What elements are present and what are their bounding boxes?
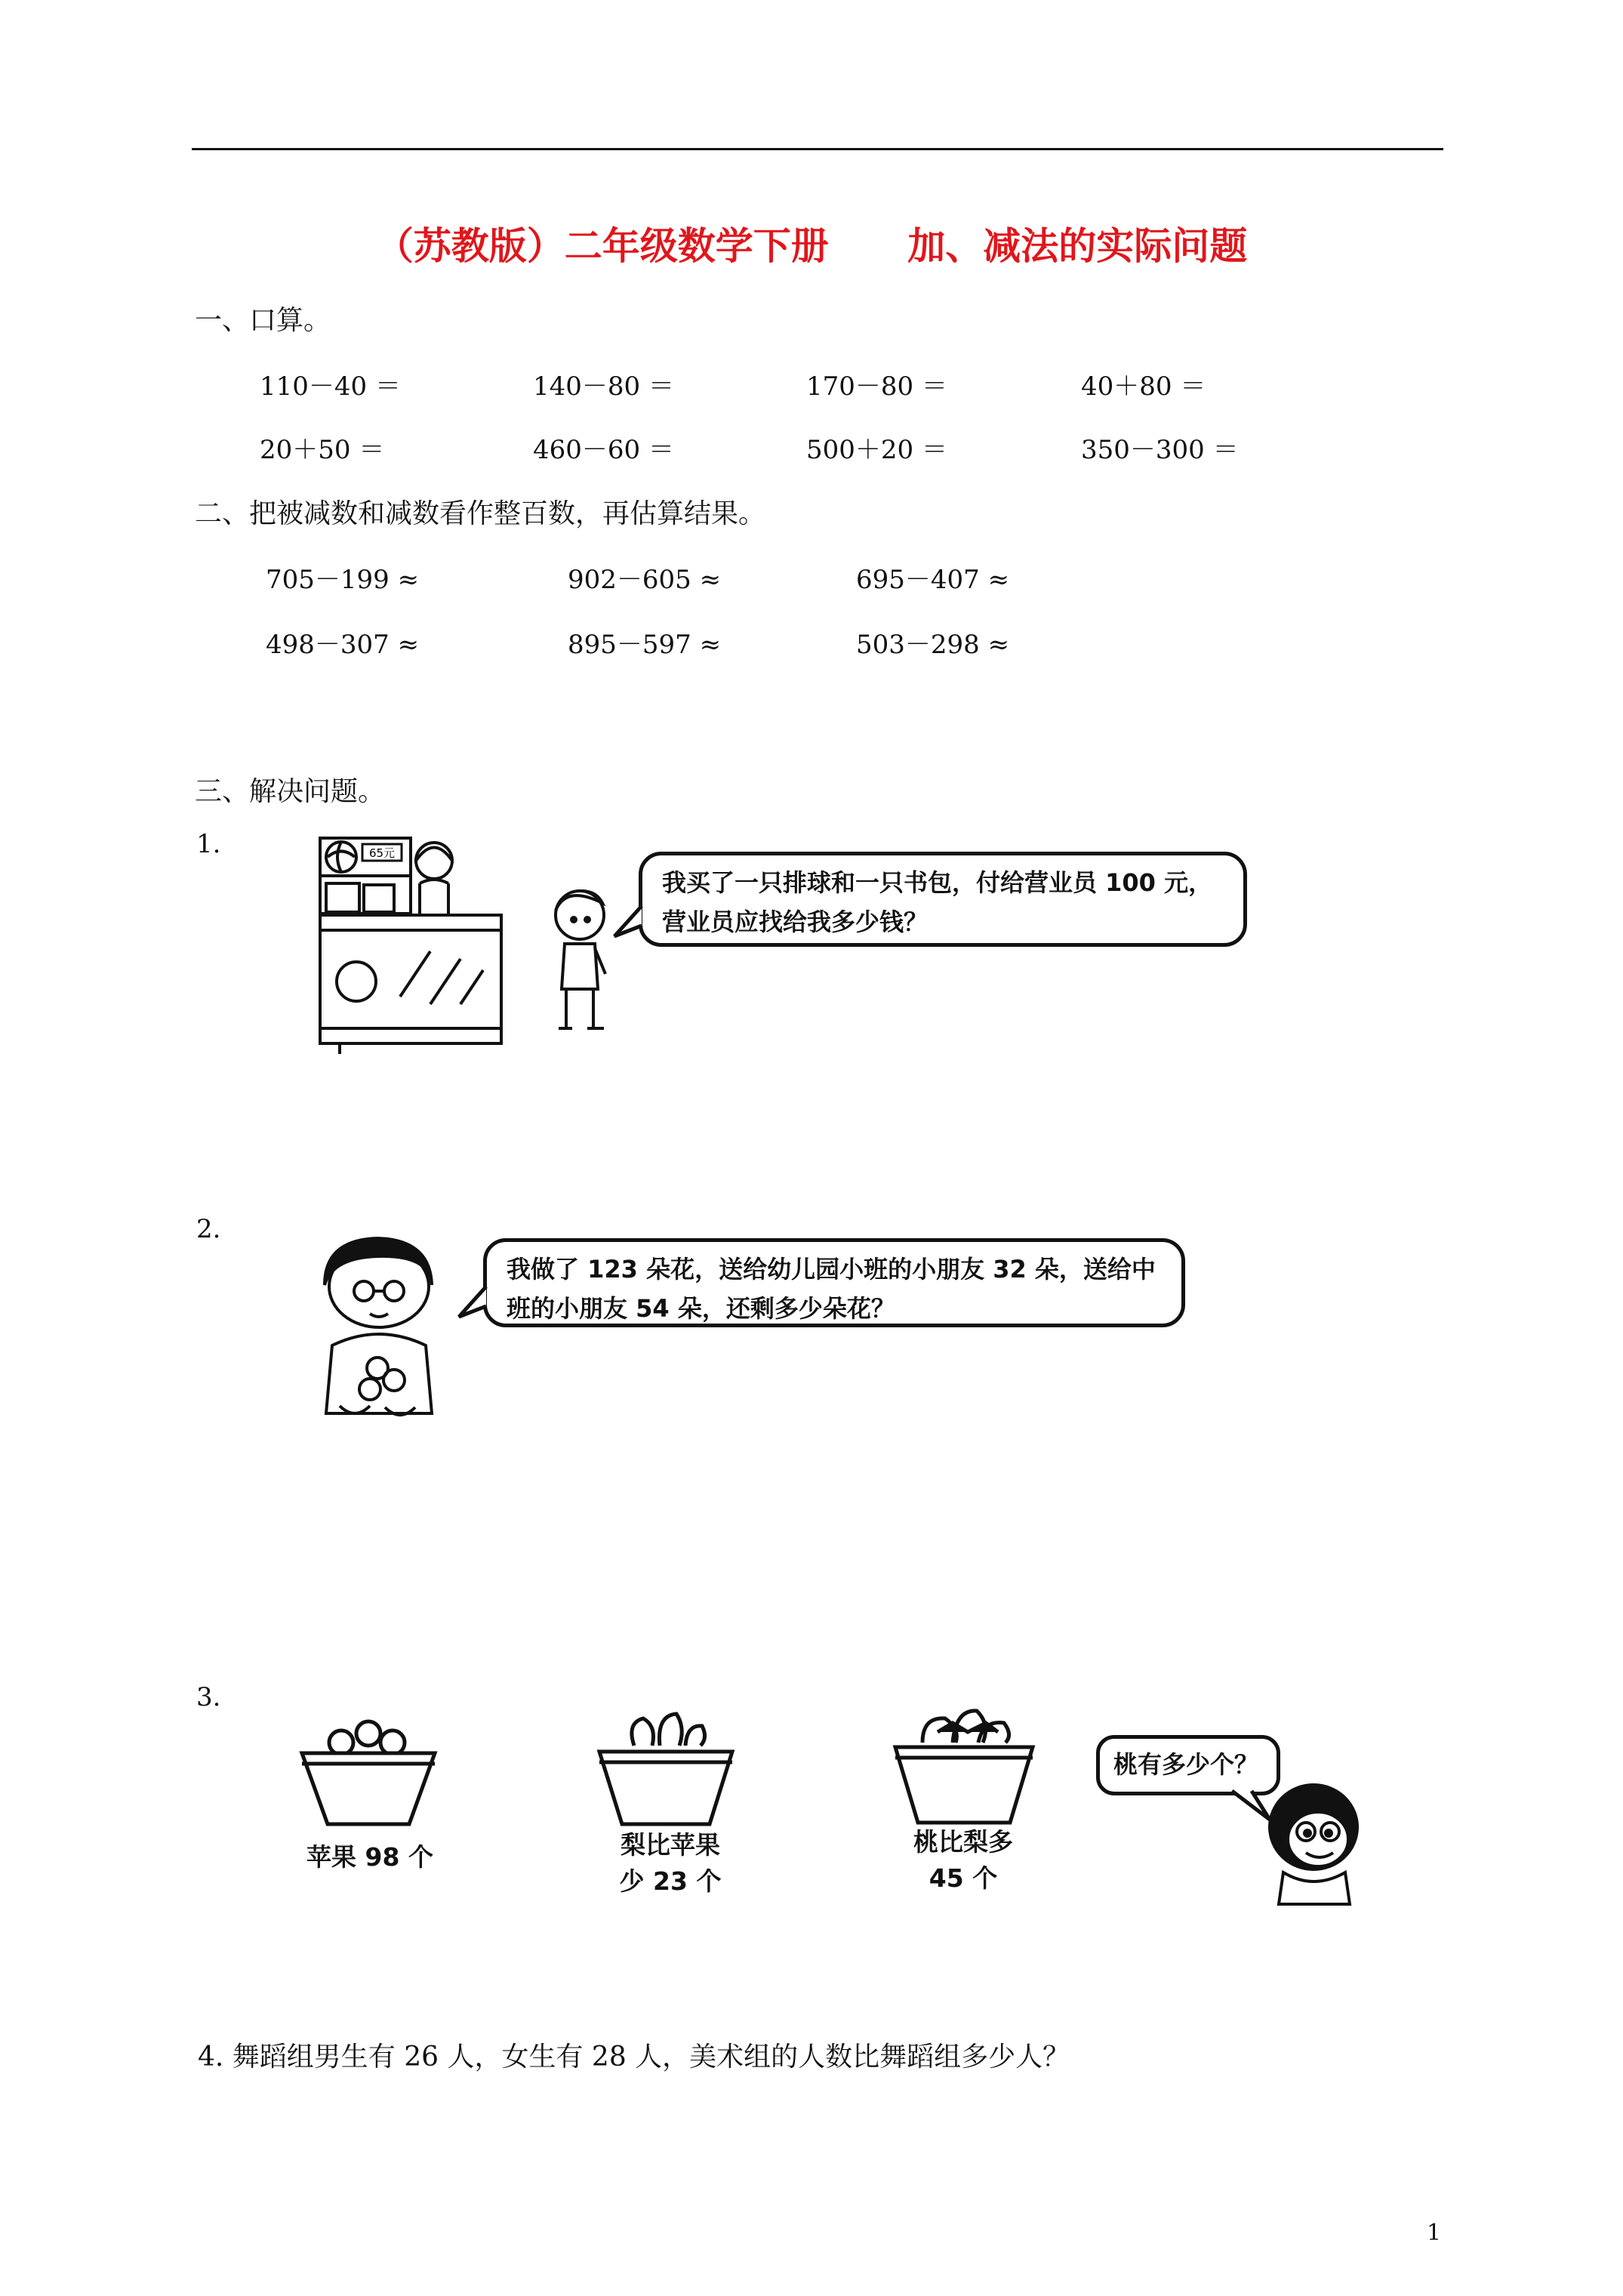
monkey-illustration <box>1261 1777 1366 1906</box>
question-1-bubble-line-1: 我买了一只排球和一只书包，付给营业员 100 元， <box>662 868 1213 897</box>
apple-basket-illustration <box>299 1715 438 1829</box>
pear-label-line-2: 少 23 个 <box>619 1866 722 1896</box>
oral-calc-6: 460－60 ＝ <box>533 435 674 465</box>
oral-calc-7: 500＋20 ＝ <box>806 435 947 465</box>
oral-calc-4: 40＋80 ＝ <box>1081 371 1206 402</box>
question-3-number: 3. <box>196 1682 221 1712</box>
question-1-speech-bubble <box>639 852 1247 947</box>
question-2-bubble-line-1: 我做了 123 朵花，送给幼儿园小班的小朋友 32 朵，送给中 <box>507 1255 1156 1284</box>
question-2-bubble-line-2: 班的小朋友 54 朵，还剩多少朵花？ <box>507 1294 895 1323</box>
question-1-bubble-tail <box>613 903 643 941</box>
estimate-2: 902－605 ≈ <box>568 565 722 595</box>
question-3-speech-bubble <box>1096 1735 1280 1795</box>
oral-calc-1: 110－40 ＝ <box>260 371 401 402</box>
question-2-number: 2. <box>196 1214 221 1244</box>
question-1-number: 1. <box>196 829 221 859</box>
pear-label-line-1: 梨比苹果 <box>621 1830 720 1860</box>
apple-count-label: 苹果 98 个 <box>306 1842 433 1872</box>
oral-calc-2: 140－80 ＝ <box>533 371 674 402</box>
section-1-heading: 一、口算。 <box>195 305 331 336</box>
oral-calc-8: 350－300 ＝ <box>1081 435 1239 465</box>
question-1-bubble-line-2: 营业员应找给我多少钱？ <box>662 908 929 936</box>
oral-calc-3: 170－80 ＝ <box>806 371 947 402</box>
estimate-6: 503－298 ≈ <box>856 630 1010 660</box>
question-2-speech-bubble <box>483 1238 1185 1327</box>
page-number: 1 <box>1427 2220 1442 2246</box>
question-3-bubble-text: 桃有多少个？ <box>1113 1750 1259 1779</box>
section-2-heading: 二、把被减数和减数看作整百数，再估算结果。 <box>195 498 766 529</box>
oral-calc-5: 20＋50 ＝ <box>260 435 385 465</box>
peach-label-line-2: 45 个 <box>929 1863 998 1893</box>
estimate-5: 895－597 ≈ <box>568 630 722 660</box>
teacher-illustration <box>310 1232 453 1428</box>
pear-basket-illustration <box>596 1708 735 1829</box>
page-title: （苏教版）二年级数学下册 加、减法的实际问题 <box>375 223 1248 268</box>
peach-label <box>880 1824 1046 1897</box>
header-rule <box>192 148 1443 150</box>
estimate-4: 498－307 ≈ <box>266 630 420 660</box>
peach-label-line-1: 桃比梨多 <box>913 1827 1013 1857</box>
estimate-1: 705－199 ≈ <box>266 565 420 595</box>
shop-counter-illustration <box>317 831 528 1057</box>
peach-basket-illustration <box>892 1702 1036 1826</box>
question-2-bubble-tail <box>457 1284 488 1321</box>
pear-label <box>587 1827 753 1900</box>
price-tag-text: 65元 <box>368 846 396 860</box>
section-3-heading: 三、解决问题。 <box>195 776 386 807</box>
price-tag <box>362 844 402 861</box>
estimate-3: 695－407 ≈ <box>856 565 1010 595</box>
question-4-text: 4. 舞蹈组男生有 26 人，女生有 28 人，美术组的人数比舞蹈组多少人？ <box>198 2042 1070 2073</box>
